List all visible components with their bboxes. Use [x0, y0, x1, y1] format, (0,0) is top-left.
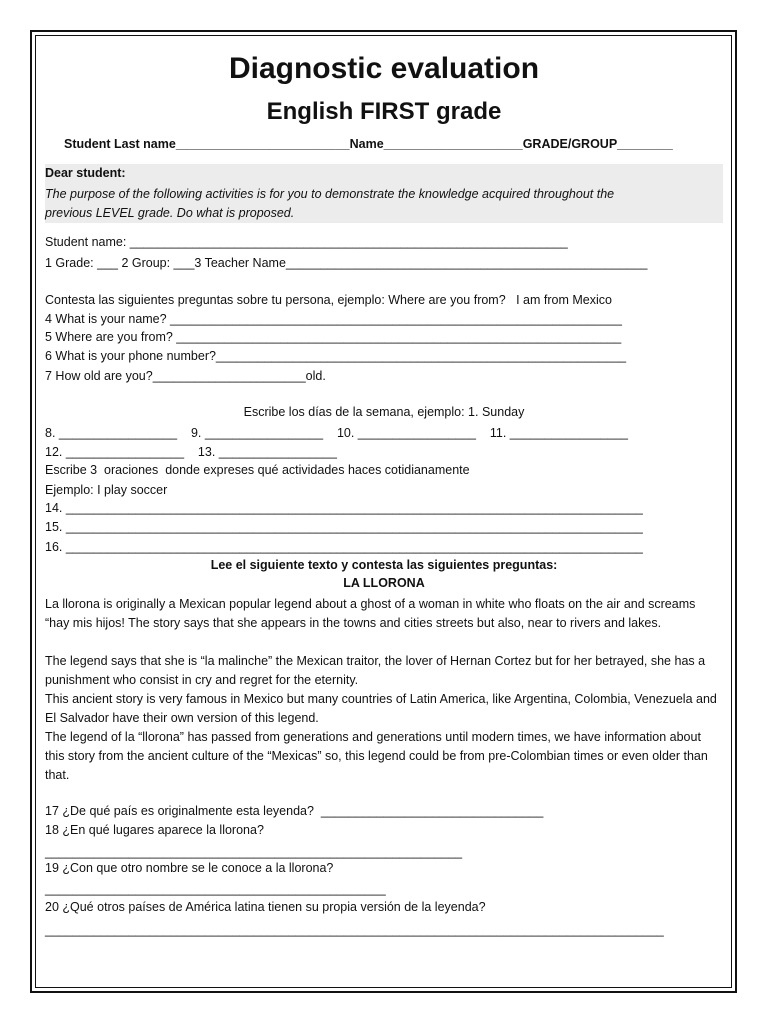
question-19: 19 ¿Con que otro nombre se le conoce a la llorona? [45, 861, 334, 875]
page-title: Diagnostic evaluation [228, 52, 540, 85]
question-4[interactable]: 4 What is your name? _________________________________________________________________ [45, 312, 622, 326]
reading-instruction: Lee el siguiente texto y contesta las siguientes preguntas: [210, 558, 558, 572]
question-15[interactable]: 15. ___________________________________________________________________________________ [45, 520, 643, 534]
weekday-row-2[interactable]: 12. _________________ 13. _________________ [45, 445, 337, 459]
weekday-row-1[interactable]: 8. _________________ 9. _________________ 10. _________________ 11. _________________ [45, 426, 628, 440]
grade-group-teacher-field[interactable]: 1 Grade: ___ 2 Group: ___3 Teacher Name____________________________________________________ [45, 256, 648, 270]
question-7[interactable]: 7 How old are you?______________________old. [45, 369, 326, 383]
reading-title: LA LLORONA [343, 576, 425, 590]
section3-instruction: Escribe 3 oraciones donde expreses qué actividades haces cotidianamente [45, 463, 470, 477]
question-14[interactable]: 14. ___________________________________________________________________________________ [45, 501, 643, 515]
question-6[interactable]: 6 What is your phone number?___________________________________________________________ [45, 349, 627, 363]
question-16[interactable]: 16. ___________________________________________________________________________________ [45, 540, 643, 554]
section1-instruction: Contesta las siguientes preguntas sobre tu persona, ejemplo: Where are you from? I am from Mexico [45, 293, 612, 307]
question-17[interactable]: 17 ¿De qué país es originalmente esta leyenda? ________________________________ [45, 804, 544, 818]
intro-heading: Dear student: [45, 166, 126, 180]
question-18: 18 ¿En qué lugares aparece la llorona? [45, 823, 264, 837]
answer-line-18[interactable]: ____________________________________________________________ [45, 845, 463, 859]
section3-example: Ejemplo: I play soccer [45, 483, 168, 497]
question-20: 20 ¿Qué otros países de América latina tienen su propia versión de la leyenda? [45, 900, 486, 914]
answer-line-20[interactable]: _________________________________________________________________________________________ [45, 923, 664, 937]
section2-instruction: Escribe los días de la semana, ejemplo: 1. Sunday [243, 405, 525, 419]
reading-paragraph-4: The legend of la “llorona” has passed from generations and generations until modern times, we have information about this story from the ancient culture of the “Mexicas” so, this legend could be from pre-Colombian times or even older than that. [45, 730, 708, 782]
answer-line-19[interactable]: _________________________________________________ [45, 882, 386, 896]
student-header-line: Student Last name_________________________Name____________________GRADE/GROUP________ [64, 137, 673, 151]
reading-paragraph-3: This ancient story is very famous in Mexico but many countries of Latin America, like Argentina, Colombia, Venezuela and El Salvador have their own version of this legend. [45, 692, 717, 725]
question-5[interactable]: 5 Where are you from? ________________________________________________________________ [45, 330, 622, 344]
reading-paragraph-1: La llorona is originally a Mexican popular legend about a ghost of a woman in white who floats on the air and screams “hay mis hijos! The story says that she appears in the towns and cities streets but also, near to rivers and lakes. [45, 597, 696, 630]
reading-paragraph-2: The legend says that she is “la malinche” the Mexican traitor, the lover of Hernan Cortez but for her betrayed, she has a punishment who consist in cry and regret for the eternity. [45, 654, 706, 687]
intro-line-1: The purpose of the following activities is for you to demonstrate the knowledge acquired throughout the [45, 187, 615, 201]
student-name-field[interactable]: Student name: _______________________________________________________________ [45, 235, 568, 249]
intro-line-2: previous LEVEL grade. Do what is proposed. [45, 206, 295, 220]
page-subtitle: English FIRST grade [266, 98, 502, 125]
